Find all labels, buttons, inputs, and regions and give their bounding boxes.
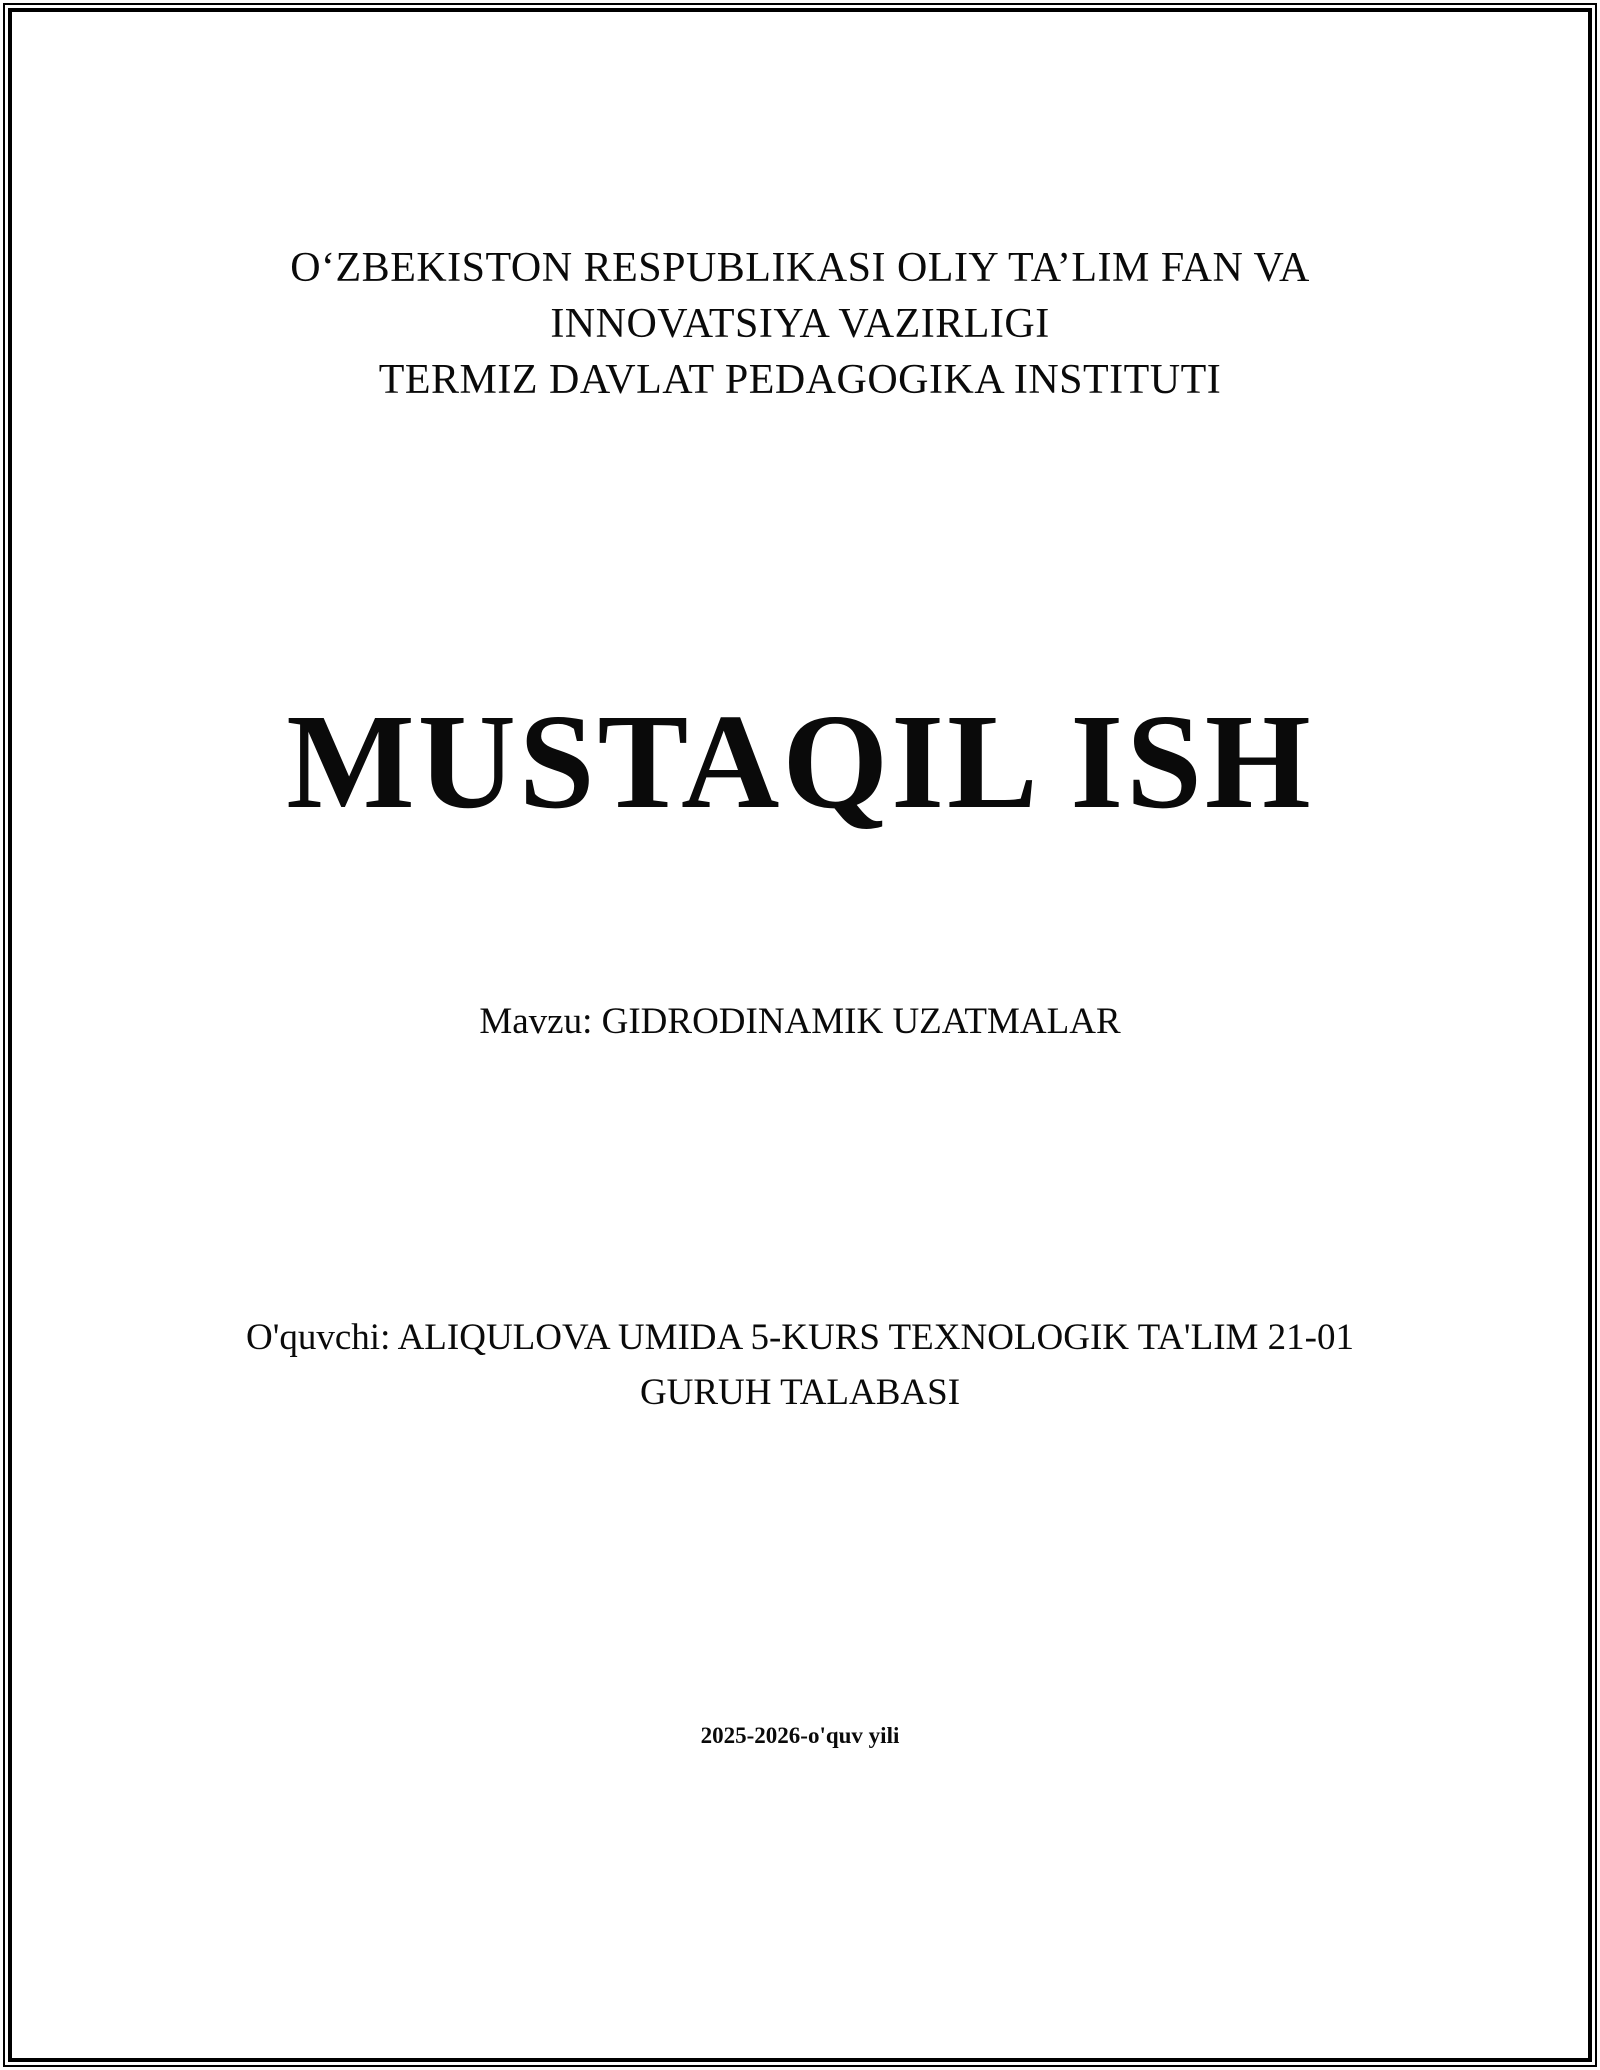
institution-header (60, 240, 1540, 408)
topic-line: Mavzu: GIDRODINAMIK UZATMALAR (479, 1001, 1121, 1042)
institution-header-line-2: INNOVATSIYA VAZIRLIGI (550, 301, 1050, 347)
institution-header-line-3: TERMIZ DAVLAT PEDAGOGIKA INSTITUTI (378, 357, 1222, 403)
student-info-line-2: GURUH TALABASI (639, 1372, 961, 1413)
document-title: MUSTAQIL ISH (286, 687, 1314, 837)
student-info-line-1: O'quvchi: ALIQULOVA UMIDA 5-KURS TEXNOLOGIK TA'LIM 21-01 (246, 1317, 1354, 1358)
academic-year: 2025-2026-o'quv yili (700, 1723, 900, 1748)
institution-header-line-1: O‘ZBEKISTON RESPUBLIKASI OLIY TA’LIM FAN VA (290, 245, 1310, 291)
student-info (60, 1310, 1540, 1420)
